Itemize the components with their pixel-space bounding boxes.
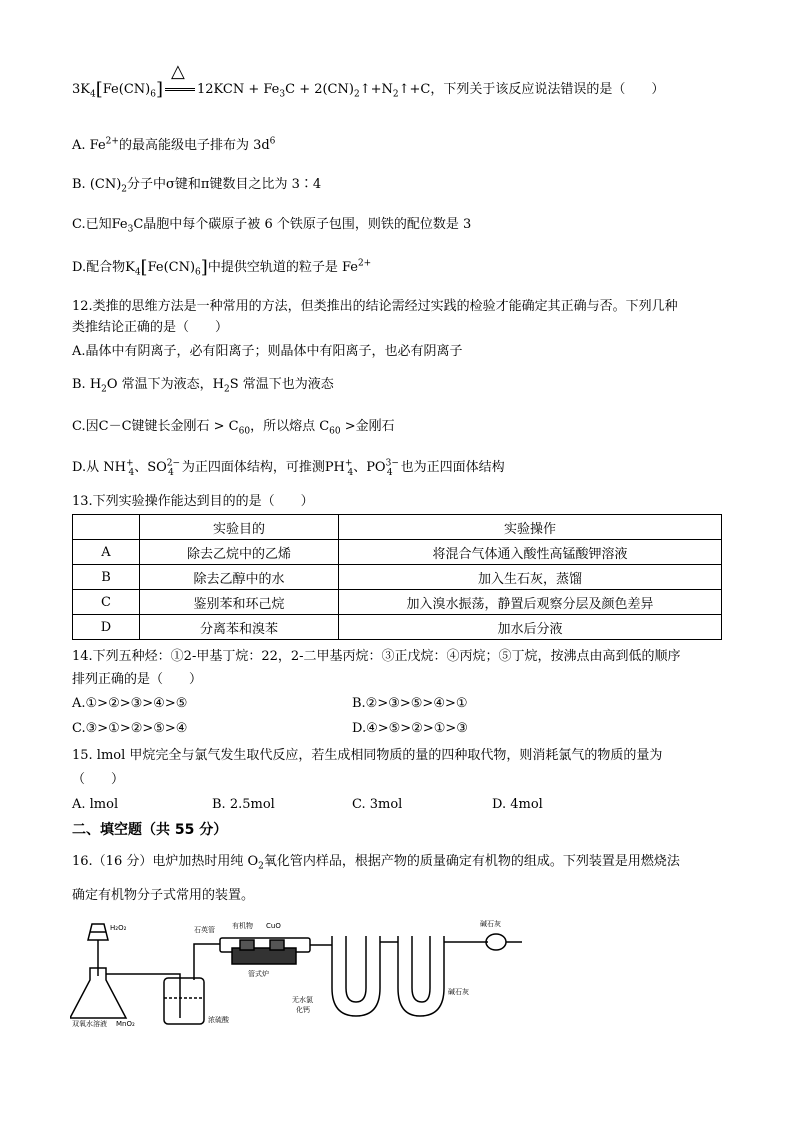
label-mno2: MnO₂ (116, 1020, 135, 1028)
q15-option-c: C. 3mol (352, 797, 403, 812)
q12-option-c: C.因C－C键键长金刚石 > $C_{60}$，所以熔点 $C_{60}$ >金刚石 (72, 419, 395, 437)
label-organic: 有机物 (232, 922, 253, 930)
table-header-row (73, 515, 722, 540)
heat-arrow: △ (165, 88, 195, 91)
table-cell: A (73, 540, 140, 565)
table-cell: 分离苯和溴苯 (140, 615, 339, 640)
table-header-cell: 实验目的 (140, 515, 339, 540)
q15-stem-2: （ ） (72, 772, 125, 787)
drying-tube (486, 934, 506, 950)
table-row (73, 590, 722, 615)
q11-equation: $3K_4[Fe(CN)_6]$ △ $12KCN + Fe_3C$ + $2(CN)_2↑+N_2↑+C$，下列关于该反应说法错误的是（ ） (72, 61, 665, 100)
table-header-cell (73, 515, 140, 540)
table-cell: 除去乙醇中的水 (140, 565, 339, 590)
table-row (73, 565, 722, 590)
q14-stem-1: 14.下列五种烃：①2-甲基丁烷：22，2-二甲基丙烷：③正戊烷：④丙烷；⑤丁烷，按沸点由高到低的顺序 (72, 649, 681, 664)
u-tube-soda-lime (398, 936, 444, 1016)
q16-line-2: 确定有机物分子式常用的装置。 (72, 888, 255, 903)
table-cell: B (73, 565, 140, 590)
q14-option-d: D.④>⑤>②>①>③ (352, 721, 468, 736)
q12-option-a: A.晶体中有阴离子，必有阳离子；则晶体中有阳离子，也必有阴离子 (72, 344, 463, 359)
table-cell: 加水后分液 (339, 615, 722, 640)
label-cacl2-line2: 化钙 (296, 1006, 310, 1014)
q15-option-d: D. 4mol (492, 797, 543, 812)
label-soda-lime-u: 碱石灰 (448, 988, 469, 996)
q15-stem-1: 15. lmol 甲烷完全与氯气发生取代反应，若生成相同物质的量的四种取代物，则消耗氯气的物质的量为 (72, 748, 663, 763)
table-cell: 将混合气体通入酸性高锰酸钾溶液 (339, 540, 722, 565)
q11-option-b: B. $(CN)_2$分子中σ键和π键数目之比为 3∶4 (72, 177, 322, 195)
table-header-cell: 实验操作 (339, 515, 722, 540)
u-tube-cacl2 (332, 936, 380, 1016)
q14-option-c: C.③>①>②>⑤>④ (72, 721, 188, 736)
q11-option-c: C.已知$Fe_3C$晶胞中每个碳原子被 6 个铁原子包围，则铁的配位数是 3 (72, 217, 472, 235)
section-heading: 二、填空题（共 55 分） (72, 822, 228, 838)
q12-stem-1: 12.类推的思维方法是一种常用的方法，但类推出的结论需经过实践的检验才能确定其正确与否。下列几种 (72, 299, 678, 314)
q13-stem: 13.下列实验操作能达到目的的是（ ） (72, 494, 314, 509)
label-cacl2-line1: 无水氯 (292, 996, 313, 1004)
label-conc-sulfuric-acid: 浓硫酸 (208, 1016, 229, 1024)
label-flask-solution: 双氧水溶液 (72, 1020, 107, 1028)
q12-option-b: B. $H_2O$ 常温下为液态，$H_2S$ 常温下也为液态 (72, 377, 334, 395)
washing-bottle (164, 978, 204, 1024)
table-row (73, 615, 722, 640)
q12-stem-2: 类推结论正确的是（ ） (72, 320, 229, 335)
experiment-table (72, 514, 722, 640)
q14-stem-2: 排列正确的是（ ） (72, 672, 203, 687)
q15-option-a: A. lmol (72, 797, 119, 812)
label-cuo: CuO (266, 922, 281, 930)
q15-option-b: B. 2.5mol (212, 797, 275, 812)
q12-option-d: D.从 $NH^+_4$、$SO^{2-}_4$ 为正四面体结构，可推测$PH^+_4$、$PO^{3-}_4$ 也为正四面体结构 (72, 458, 505, 478)
label-quartz-tube: 石英管 (194, 926, 215, 934)
table-cell: D (73, 615, 140, 640)
label-h2o2: H₂O₂ (110, 924, 127, 932)
label-tube-furnace: 管式炉 (248, 970, 269, 978)
q14-option-a: A.①>②>③>④>⑤ (72, 696, 188, 711)
q16-line-1: 16.（16 分）电炉加热时用纯 $O_2$氧化管内样品，根据产物的质量确定有机物的组成。下列装置是用燃烧法 (72, 854, 680, 872)
table-row (73, 540, 722, 565)
table-cell: 加入生石灰，蒸馏 (339, 565, 722, 590)
table-cell: 除去乙烷中的乙烯 (140, 540, 339, 565)
combustion-apparatus-diagram (70, 918, 530, 1030)
q11-option-d: D.配合物$K_4[Fe(CN)_6]$中提供空轨道的粒子是 $Fe^{2+}$ (72, 257, 372, 278)
q14-option-b: B.②>③>⑤>④>① (352, 696, 468, 711)
table-cell: C (73, 590, 140, 615)
table-cell: 鉴别苯和环己烷 (140, 590, 339, 615)
table-cell: 加入溴水振荡，静置后观察分层及颜色差异 (339, 590, 722, 615)
q11-option-a: A. $Fe^{2+}$的最高能级电子排布为 $3d^6$ (72, 136, 276, 153)
label-soda-lime-tube: 碱石灰 (480, 920, 501, 928)
